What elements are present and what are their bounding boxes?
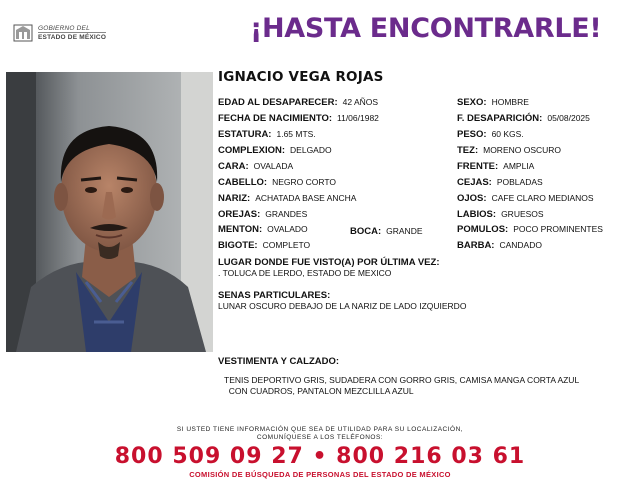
field-height xyxy=(218,129,316,140)
field-label: FECHA DE NACIMIENTO: xyxy=(218,113,332,124)
field-forehead xyxy=(457,161,534,172)
clothing-line: TENIS DEPORTIVO GRIS, SUDADERA CON GORRO GRIS, CAMISA MANGA CORTA AZUL xyxy=(224,375,580,385)
contact-info-line: SI USTED TIENE INFORMACIÓN QUE SEA DE UTILIDAD PARA SU LOCALIZACIÓN, xyxy=(176,426,464,433)
field-label: OREJAS: xyxy=(218,209,261,220)
field-chin xyxy=(218,224,308,235)
field-value: NEGRO CORTO xyxy=(272,177,336,187)
field-value: OVALADO xyxy=(267,224,308,234)
field-value: 60 KGS. xyxy=(491,129,524,139)
marks-section xyxy=(218,290,466,312)
person-photo xyxy=(6,72,213,352)
field-value: GRANDES xyxy=(265,209,308,219)
field-birth-date xyxy=(218,113,379,124)
field-label: ESTATURA: xyxy=(218,129,272,140)
field-label: BIGOTE: xyxy=(218,240,258,251)
field-label: PESO: xyxy=(457,129,487,140)
field-value: COMPLETO xyxy=(262,240,311,250)
field-label: CABELLO: xyxy=(218,177,268,188)
field-label: FRENTE: xyxy=(457,161,499,172)
field-label: SEXO: xyxy=(457,97,487,108)
field-value: DELGADO xyxy=(290,145,332,155)
field-label: NARIZ: xyxy=(218,193,251,204)
field-value: MORENO OSCURO xyxy=(483,145,562,155)
field-value: HOMBRE xyxy=(491,97,529,107)
field-value: AMPLIA xyxy=(503,161,535,171)
field-mouth xyxy=(350,226,423,237)
commission-name: COMISIÓN DE BÚSQUEDA DE PERSONAS DEL ESTADO DE MÉXICO xyxy=(189,470,451,479)
field-value: 1.65 MTS. xyxy=(276,129,316,139)
person-name: IGNACIO VEGA ROJAS xyxy=(218,69,384,85)
marks-label: SENAS PARTICULARES: xyxy=(218,290,331,301)
gov-name-line2: ESTADO DE MÉXICO xyxy=(38,34,107,41)
field-value: CANDADO xyxy=(499,240,542,250)
field-value: 11/06/1982 xyxy=(337,113,379,123)
field-value: GRANDE xyxy=(386,226,423,236)
field-eyebrows xyxy=(457,177,543,188)
field-cheekbones xyxy=(457,224,603,235)
field-disappearance-date xyxy=(457,113,590,124)
gov-name-line1: GOBIERNO DEL xyxy=(38,24,90,32)
field-value: 42 AÑOS xyxy=(342,97,379,107)
field-ears xyxy=(218,209,307,220)
field-label: LABIOS: xyxy=(457,209,497,220)
field-value: OVALADA xyxy=(253,161,294,171)
field-label: CARA: xyxy=(218,161,249,172)
field-nose xyxy=(218,193,356,204)
last-seen-value: . TOLUCA DE LERDO, ESTADO DE MEXICO xyxy=(218,268,392,278)
clothing-label: VESTIMENTA Y CALZADO: xyxy=(218,356,340,367)
field-label: COMPLEXION: xyxy=(218,145,286,156)
field-value: POCO PROMINENTES xyxy=(513,224,603,234)
field-weight xyxy=(457,129,524,140)
marks-value: LUNAR OSCURO DEBAJO DE LA NARIZ DE LADO IZQUIERDO xyxy=(218,301,467,311)
field-hair xyxy=(218,177,336,188)
field-label: EDAD AL DESAPARECER: xyxy=(218,97,338,108)
field-beard xyxy=(457,240,542,251)
field-label: POMULOS: xyxy=(457,224,509,235)
government-logo xyxy=(12,22,116,44)
headline: ¡HASTA ENCONTRARLE! xyxy=(250,13,602,44)
field-label: F. DESAPARICIÓN: xyxy=(457,113,543,124)
field-face xyxy=(218,161,293,172)
field-value: CAFE CLARO MEDIANOS xyxy=(491,193,594,203)
clothing-line: CON CUADROS, PANTALON MEZCLILLA AZUL xyxy=(224,386,414,396)
field-value: 05/08/2025 xyxy=(547,113,590,123)
field-complexion xyxy=(457,145,561,156)
state-seal-icon xyxy=(12,22,34,44)
field-label: TEZ: xyxy=(457,145,479,156)
clothing-description xyxy=(224,375,624,397)
field-lips xyxy=(457,209,544,220)
field-build xyxy=(218,145,332,156)
field-mustache xyxy=(218,240,310,251)
field-sex xyxy=(457,97,529,108)
clothing-section xyxy=(218,356,339,367)
last-seen-section xyxy=(218,257,440,279)
field-value: ACHATADA BASE ANCHA xyxy=(255,193,357,203)
contact-info xyxy=(0,426,640,442)
phone-numbers: 800 509 09 27 • 800 216 03 61 xyxy=(114,444,526,469)
field-label: BARBA: xyxy=(457,240,495,251)
field-label: MENTON: xyxy=(218,224,263,235)
field-label: CEJAS: xyxy=(457,177,492,188)
field-label: OJOS: xyxy=(457,193,487,204)
field-age xyxy=(218,97,378,108)
field-label: BOCA: xyxy=(350,226,382,237)
field-value: GRUESOS xyxy=(501,209,544,219)
field-eyes xyxy=(457,193,594,204)
field-value: POBLADAS xyxy=(496,177,543,187)
contact-info-line: COMUNÍQUESE A LOS TELÉFONOS: xyxy=(256,434,384,441)
last-seen-label: LUGAR DONDE FUE VISTO(A) POR ÚLTIMA VEZ: xyxy=(218,257,440,268)
